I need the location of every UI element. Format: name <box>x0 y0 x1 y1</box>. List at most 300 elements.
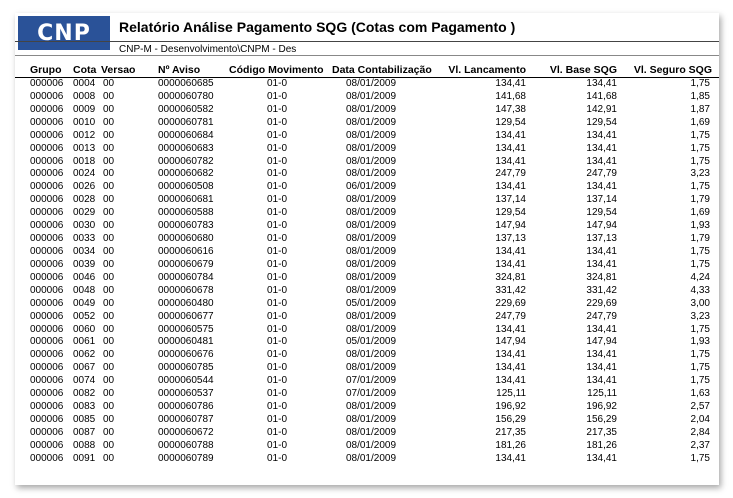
table-row <box>15 324 719 337</box>
table-row <box>15 401 719 414</box>
table-row <box>15 91 719 104</box>
header-data-contabilizacao: Data Contabilização <box>332 64 432 76</box>
data-contabilizacao-cell: 08/01/2009 <box>345 168 397 180</box>
grupo-cell: 000006 <box>30 323 64 335</box>
aviso-cell: 0000060684 <box>158 129 214 141</box>
grupo-cell: 000006 <box>30 90 64 102</box>
data-contabilizacao-cell: 08/01/2009 <box>345 155 397 167</box>
cota-cell: 0029 <box>73 207 96 219</box>
title-divider <box>15 41 719 42</box>
data-contabilizacao-cell: 08/01/2009 <box>345 207 397 219</box>
vl-lancamento-cell: 134,41 <box>495 129 526 141</box>
versao-cell: 00 <box>103 142 115 154</box>
table-row <box>15 130 719 143</box>
vl-seguro-sqg-cell: 3,23 <box>690 168 710 180</box>
vl-lancamento-cell: 147,94 <box>495 336 526 348</box>
aviso-cell: 0000060537 <box>158 388 214 400</box>
data-contabilizacao-cell: 08/01/2009 <box>345 103 397 115</box>
grupo-cell: 000006 <box>30 284 64 296</box>
vl-seguro-sqg-cell: 2,84 <box>690 426 710 438</box>
codigo-movimento-cell: 01-0 <box>267 258 288 270</box>
vl-base-sqg-cell: 229,69 <box>586 297 617 309</box>
codigo-movimento-cell: 01-0 <box>267 401 288 413</box>
grupo-cell: 000006 <box>30 245 64 257</box>
vl-seguro-sqg-cell: 1,75 <box>690 245 710 257</box>
versao-cell: 00 <box>103 375 115 387</box>
vl-lancamento-cell: 247,79 <box>495 310 526 322</box>
table-row <box>15 156 719 169</box>
vl-seguro-sqg-cell: 2,04 <box>690 413 710 425</box>
vl-seguro-sqg-cell: 1,75 <box>690 78 710 89</box>
vl-base-sqg-cell: 134,41 <box>586 452 617 464</box>
codigo-movimento-cell: 01-0 <box>267 439 288 451</box>
table-row <box>15 298 719 311</box>
data-contabilizacao-cell: 08/01/2009 <box>345 245 397 257</box>
vl-seguro-sqg-cell: 1,79 <box>690 233 710 245</box>
vl-seguro-sqg-cell: 1,75 <box>690 362 710 374</box>
versao-cell: 00 <box>103 297 115 309</box>
cota-cell: 0082 <box>73 388 96 400</box>
vl-base-sqg-cell: 129,54 <box>586 116 617 128</box>
vl-lancamento-cell: 229,69 <box>495 297 526 309</box>
cota-cell: 0060 <box>73 323 96 335</box>
data-contabilizacao-cell: 06/01/2009 <box>345 181 397 193</box>
vl-lancamento-cell: 134,41 <box>495 452 526 464</box>
vl-lancamento-cell: 134,41 <box>495 78 526 89</box>
vl-lancamento-cell: 134,41 <box>495 142 526 154</box>
report-title: Relatório Análise Pagamento SQG (Cotas com Pagamento ) <box>119 19 516 35</box>
cota-cell: 0049 <box>73 297 96 309</box>
vl-seguro-sqg-cell: 4,24 <box>690 271 710 283</box>
logo-text: CNP <box>37 20 91 46</box>
data-contabilizacao-cell: 07/01/2009 <box>345 375 397 387</box>
header-aviso: Nº Aviso <box>158 64 201 76</box>
vl-base-sqg-cell: 134,41 <box>586 349 617 361</box>
vl-base-sqg-cell: 156,29 <box>586 413 617 425</box>
cota-cell: 0062 <box>73 349 96 361</box>
versao-cell: 00 <box>103 129 115 141</box>
vl-base-sqg-cell: 134,41 <box>586 181 617 193</box>
data-contabilizacao-cell: 08/01/2009 <box>345 349 397 361</box>
vl-lancamento-cell: 156,29 <box>495 413 526 425</box>
table-row <box>15 440 719 453</box>
vl-base-sqg-cell: 134,41 <box>586 362 617 374</box>
vl-base-sqg-cell: 125,11 <box>587 388 617 400</box>
table-body <box>15 78 719 466</box>
vl-base-sqg-cell: 137,13 <box>586 233 617 245</box>
grupo-cell: 000006 <box>30 310 64 322</box>
vl-seguro-sqg-cell: 1,93 <box>690 336 710 348</box>
vl-base-sqg-cell: 142,91 <box>586 103 617 115</box>
aviso-cell: 0000060780 <box>158 90 214 102</box>
cota-cell: 0087 <box>73 426 96 438</box>
grupo-cell: 000006 <box>30 401 64 413</box>
cota-cell: 0033 <box>73 233 96 245</box>
data-contabilizacao-cell: 08/01/2009 <box>345 284 397 296</box>
data-contabilizacao-cell: 08/01/2009 <box>345 78 397 89</box>
header-cota: Cota <box>73 64 97 76</box>
cota-cell: 0030 <box>73 220 96 232</box>
cota-cell: 0034 <box>73 245 96 257</box>
aviso-cell: 0000060678 <box>158 284 214 296</box>
data-contabilizacao-cell: 08/01/2009 <box>345 310 397 322</box>
vl-lancamento-cell: 137,14 <box>495 194 526 206</box>
vl-lancamento-cell: 141,68 <box>495 90 526 102</box>
table-row <box>15 272 719 285</box>
aviso-cell: 0000060582 <box>158 103 214 115</box>
vl-lancamento-cell: 196,92 <box>495 401 526 413</box>
grupo-cell: 000006 <box>30 116 64 128</box>
aviso-cell: 0000060685 <box>158 78 214 89</box>
vl-seguro-sqg-cell: 3,00 <box>690 297 710 309</box>
cnp-logo <box>18 16 110 50</box>
cota-cell: 0024 <box>73 168 96 180</box>
grupo-cell: 000006 <box>30 297 64 309</box>
data-contabilizacao-cell: 08/01/2009 <box>345 452 397 464</box>
cota-cell: 0091 <box>73 452 96 464</box>
codigo-movimento-cell: 01-0 <box>267 245 288 257</box>
cota-cell: 0028 <box>73 194 96 206</box>
codigo-movimento-cell: 01-0 <box>267 375 288 387</box>
table-row <box>15 375 719 388</box>
versao-cell: 00 <box>103 220 115 232</box>
vl-seguro-sqg-cell: 1,75 <box>690 349 710 361</box>
table-row <box>15 246 719 259</box>
table-header <box>15 64 719 76</box>
cota-cell: 0009 <box>73 103 96 115</box>
grupo-cell: 000006 <box>30 233 64 245</box>
versao-cell: 00 <box>103 181 115 193</box>
vl-base-sqg-cell: 134,41 <box>586 323 617 335</box>
data-contabilizacao-cell: 08/01/2009 <box>345 142 397 154</box>
vl-lancamento-cell: 331,42 <box>495 284 526 296</box>
vl-base-sqg-cell: 129,54 <box>586 207 617 219</box>
data-contabilizacao-cell: 08/01/2009 <box>345 258 397 270</box>
aviso-cell: 0000060544 <box>158 375 214 387</box>
vl-base-sqg-cell: 134,41 <box>586 142 617 154</box>
vl-lancamento-cell: 125,11 <box>496 388 526 400</box>
aviso-cell: 0000060676 <box>158 349 214 361</box>
grupo-cell: 000006 <box>30 413 64 425</box>
cota-cell: 0061 <box>73 336 96 348</box>
grupo-cell: 000006 <box>30 103 64 115</box>
aviso-cell: 0000060787 <box>158 413 214 425</box>
data-contabilizacao-cell: 08/01/2009 <box>345 271 397 283</box>
grupo-cell: 000006 <box>30 349 64 361</box>
vl-lancamento-cell: 147,38 <box>495 103 526 115</box>
codigo-movimento-cell: 01-0 <box>267 413 288 425</box>
table-row <box>15 427 719 440</box>
grupo-cell: 000006 <box>30 142 64 154</box>
grupo-cell: 000006 <box>30 375 64 387</box>
versao-cell: 00 <box>103 116 115 128</box>
table-row <box>15 336 719 349</box>
grupo-cell: 000006 <box>30 194 64 206</box>
vl-lancamento-cell: 134,41 <box>495 258 526 270</box>
table-row <box>15 194 719 207</box>
codigo-movimento-cell: 01-0 <box>267 129 288 141</box>
header-vl-seguro-sqg: Vl. Seguro SQG <box>633 64 712 76</box>
aviso-cell: 0000060588 <box>158 207 214 219</box>
versao-cell: 00 <box>103 258 115 270</box>
vl-seguro-sqg-cell: 1,75 <box>690 142 710 154</box>
codigo-movimento-cell: 01-0 <box>267 181 288 193</box>
vl-base-sqg-cell: 147,94 <box>586 336 617 348</box>
vl-base-sqg-cell: 247,79 <box>586 310 617 322</box>
cota-cell: 0067 <box>73 362 96 374</box>
aviso-cell: 0000060789 <box>158 452 214 464</box>
table-row <box>15 233 719 246</box>
data-contabilizacao-cell: 05/01/2009 <box>345 297 397 309</box>
aviso-cell: 0000060788 <box>158 439 214 451</box>
grupo-cell: 000006 <box>30 388 64 400</box>
aviso-cell: 0000060782 <box>158 155 214 167</box>
data-contabilizacao-cell: 08/01/2009 <box>345 401 397 413</box>
codigo-movimento-cell: 01-0 <box>267 388 288 400</box>
table-row <box>15 78 719 91</box>
vl-seguro-sqg-cell: 1,87 <box>690 103 710 115</box>
grupo-cell: 000006 <box>30 129 64 141</box>
table-row <box>15 362 719 375</box>
codigo-movimento-cell: 01-0 <box>267 452 288 464</box>
aviso-cell: 0000060683 <box>158 142 214 154</box>
versao-cell: 00 <box>103 362 115 374</box>
codigo-movimento-cell: 01-0 <box>267 90 288 102</box>
vl-seguro-sqg-cell: 1,75 <box>690 452 710 464</box>
aviso-cell: 0000060786 <box>158 401 214 413</box>
cota-cell: 0004 <box>73 78 96 89</box>
vl-lancamento-cell: 181,26 <box>495 439 526 451</box>
vl-seguro-sqg-cell: 1,85 <box>690 90 710 102</box>
versao-cell: 00 <box>103 310 115 322</box>
vl-lancamento-cell: 134,41 <box>495 323 526 335</box>
aviso-cell: 0000060480 <box>158 297 214 309</box>
versao-cell: 00 <box>103 103 115 115</box>
versao-cell: 00 <box>103 233 115 245</box>
vl-seguro-sqg-cell: 1,93 <box>690 220 710 232</box>
grupo-cell: 000006 <box>30 271 64 283</box>
header-codigo-movimento: Código Movimento <box>229 64 324 76</box>
table-row <box>15 168 719 181</box>
header-vl-lancamento: Vl. Lancamento <box>448 64 526 76</box>
table-row <box>15 349 719 362</box>
codigo-movimento-cell: 01-0 <box>267 362 288 374</box>
aviso-cell: 0000060508 <box>158 181 214 193</box>
versao-cell: 00 <box>103 323 115 335</box>
data-contabilizacao-cell: 08/01/2009 <box>345 413 397 425</box>
codigo-movimento-cell: 01-0 <box>267 142 288 154</box>
vl-lancamento-cell: 217,35 <box>495 426 526 438</box>
header-vl-base-sqg: Vl. Base SQG <box>549 64 617 76</box>
data-contabilizacao-cell: 08/01/2009 <box>345 194 397 206</box>
grupo-cell: 000006 <box>30 258 64 270</box>
vl-base-sqg-cell: 134,41 <box>586 78 617 89</box>
table-row <box>15 207 719 220</box>
cota-cell: 0048 <box>73 284 96 296</box>
vl-seguro-sqg-cell: 1,63 <box>690 388 710 400</box>
vl-base-sqg-cell: 134,41 <box>586 129 617 141</box>
cota-cell: 0085 <box>73 413 96 425</box>
table-row <box>15 388 719 401</box>
grupo-cell: 000006 <box>30 452 64 464</box>
codigo-movimento-cell: 01-0 <box>267 168 288 180</box>
versao-cell: 00 <box>103 155 115 167</box>
report-subtitle: CNP-M - Desenvolvimento\CNPM - Des <box>119 44 297 55</box>
vl-seguro-sqg-cell: 3,23 <box>690 310 710 322</box>
vl-base-sqg-cell: 181,26 <box>586 439 617 451</box>
vl-base-sqg-cell: 147,94 <box>586 220 617 232</box>
data-contabilizacao-cell: 08/01/2009 <box>345 220 397 232</box>
aviso-cell: 0000060677 <box>158 310 214 322</box>
versao-cell: 00 <box>103 194 115 206</box>
codigo-movimento-cell: 01-0 <box>267 207 288 219</box>
grupo-cell: 000006 <box>30 78 64 89</box>
aviso-cell: 0000060682 <box>158 168 214 180</box>
vl-seguro-sqg-cell: 1,79 <box>690 194 710 206</box>
data-contabilizacao-cell: 08/01/2009 <box>345 362 397 374</box>
versao-cell: 00 <box>103 413 115 425</box>
table-row <box>15 117 719 130</box>
versao-cell: 00 <box>103 271 115 283</box>
cota-cell: 0039 <box>73 258 96 270</box>
table-row <box>15 285 719 298</box>
codigo-movimento-cell: 01-0 <box>267 284 288 296</box>
grupo-cell: 000006 <box>30 207 64 219</box>
vl-seguro-sqg-cell: 4,33 <box>690 284 710 296</box>
vl-lancamento-cell: 134,41 <box>495 362 526 374</box>
aviso-cell: 0000060781 <box>158 116 214 128</box>
vl-seguro-sqg-cell: 1,75 <box>690 323 710 335</box>
versao-cell: 00 <box>103 207 115 219</box>
vl-seguro-sqg-cell: 2,57 <box>690 401 710 413</box>
vl-seguro-sqg-cell: 1,75 <box>690 375 710 387</box>
cota-cell: 0083 <box>73 401 96 413</box>
table-row <box>15 453 719 466</box>
table-row <box>15 414 719 427</box>
versao-cell: 00 <box>103 401 115 413</box>
vl-lancamento-cell: 129,54 <box>495 207 526 219</box>
data-contabilizacao-cell: 08/01/2009 <box>345 90 397 102</box>
vl-base-sqg-cell: 196,92 <box>586 401 617 413</box>
grupo-cell: 000006 <box>30 220 64 232</box>
vl-lancamento-cell: 134,41 <box>495 349 526 361</box>
cota-cell: 0013 <box>73 142 96 154</box>
cota-cell: 0012 <box>73 129 96 141</box>
versao-cell: 00 <box>103 78 115 89</box>
data-contabilizacao-cell: 08/01/2009 <box>345 233 397 245</box>
codigo-movimento-cell: 01-0 <box>267 116 288 128</box>
aviso-cell: 0000060784 <box>158 271 214 283</box>
cota-cell: 0088 <box>73 439 96 451</box>
vl-base-sqg-cell: 137,14 <box>586 194 617 206</box>
vl-base-sqg-cell: 134,41 <box>586 258 617 270</box>
versao-cell: 00 <box>103 439 115 451</box>
vl-lancamento-cell: 137,13 <box>495 233 526 245</box>
cota-cell: 0074 <box>73 375 96 387</box>
cota-cell: 0026 <box>73 181 96 193</box>
vl-lancamento-cell: 129,54 <box>495 116 526 128</box>
codigo-movimento-cell: 01-0 <box>267 155 288 167</box>
aviso-cell: 0000060785 <box>158 362 214 374</box>
codigo-movimento-cell: 01-0 <box>267 349 288 361</box>
cota-cell: 0008 <box>73 90 96 102</box>
codigo-movimento-cell: 01-0 <box>267 426 288 438</box>
cota-cell: 0046 <box>73 271 96 283</box>
data-contabilizacao-cell: 05/01/2009 <box>345 336 397 348</box>
vl-lancamento-cell: 134,41 <box>495 155 526 167</box>
aviso-cell: 0000060672 <box>158 426 214 438</box>
cota-cell: 0018 <box>73 155 96 167</box>
versao-cell: 00 <box>103 388 115 400</box>
table-row <box>15 143 719 156</box>
codigo-movimento-cell: 01-0 <box>267 194 288 206</box>
cota-cell: 0052 <box>73 310 96 322</box>
aviso-cell: 0000060679 <box>158 258 214 270</box>
vl-seguro-sqg-cell: 1,75 <box>690 155 710 167</box>
data-contabilizacao-cell: 08/01/2009 <box>345 426 397 438</box>
vl-base-sqg-cell: 134,41 <box>586 155 617 167</box>
header-versao: Versao <box>101 64 136 76</box>
vl-seguro-sqg-cell: 1,69 <box>690 116 710 128</box>
vl-seguro-sqg-cell: 1,75 <box>690 181 710 193</box>
grupo-cell: 000006 <box>30 181 64 193</box>
codigo-movimento-cell: 01-0 <box>267 233 288 245</box>
grupo-cell: 000006 <box>30 155 64 167</box>
codigo-movimento-cell: 01-0 <box>267 103 288 115</box>
grupo-cell: 000006 <box>30 426 64 438</box>
versao-cell: 00 <box>103 245 115 257</box>
versao-cell: 00 <box>103 284 115 296</box>
table-row <box>15 259 719 272</box>
vl-lancamento-cell: 247,79 <box>495 168 526 180</box>
versao-cell: 00 <box>103 452 115 464</box>
table-row <box>15 104 719 117</box>
header-grupo: Grupo <box>30 64 62 76</box>
data-contabilizacao-cell: 08/01/2009 <box>345 323 397 335</box>
vl-seguro-sqg-cell: 1,75 <box>690 258 710 270</box>
vl-lancamento-cell: 147,94 <box>495 220 526 232</box>
vl-base-sqg-cell: 247,79 <box>586 168 617 180</box>
vl-lancamento-cell: 134,41 <box>495 375 526 387</box>
vl-base-sqg-cell: 217,35 <box>586 426 617 438</box>
versao-cell: 00 <box>103 349 115 361</box>
codigo-movimento-cell: 01-0 <box>267 78 288 89</box>
versao-cell: 00 <box>103 426 115 438</box>
codigo-movimento-cell: 01-0 <box>267 310 288 322</box>
subtitle-divider <box>15 55 719 56</box>
codigo-movimento-cell: 01-0 <box>267 271 288 283</box>
codigo-movimento-cell: 01-0 <box>267 297 288 309</box>
vl-lancamento-cell: 324,81 <box>495 271 526 283</box>
codigo-movimento-cell: 01-0 <box>267 220 288 232</box>
vl-seguro-sqg-cell: 2,37 <box>690 439 710 451</box>
cota-cell: 0010 <box>73 116 96 128</box>
versao-cell: 00 <box>103 168 115 180</box>
table-row <box>15 220 719 233</box>
data-contabilizacao-cell: 07/01/2009 <box>345 388 397 400</box>
report-page <box>15 13 719 485</box>
grupo-cell: 000006 <box>30 336 64 348</box>
grupo-cell: 000006 <box>30 362 64 374</box>
aviso-cell: 0000060481 <box>158 336 214 348</box>
aviso-cell: 0000060681 <box>158 194 214 206</box>
data-contabilizacao-cell: 08/01/2009 <box>345 129 397 141</box>
codigo-movimento-cell: 01-0 <box>267 323 288 335</box>
vl-base-sqg-cell: 134,41 <box>586 375 617 387</box>
vl-seguro-sqg-cell: 1,75 <box>690 129 710 141</box>
aviso-cell: 0000060575 <box>158 323 214 335</box>
vl-lancamento-cell: 134,41 <box>495 245 526 257</box>
